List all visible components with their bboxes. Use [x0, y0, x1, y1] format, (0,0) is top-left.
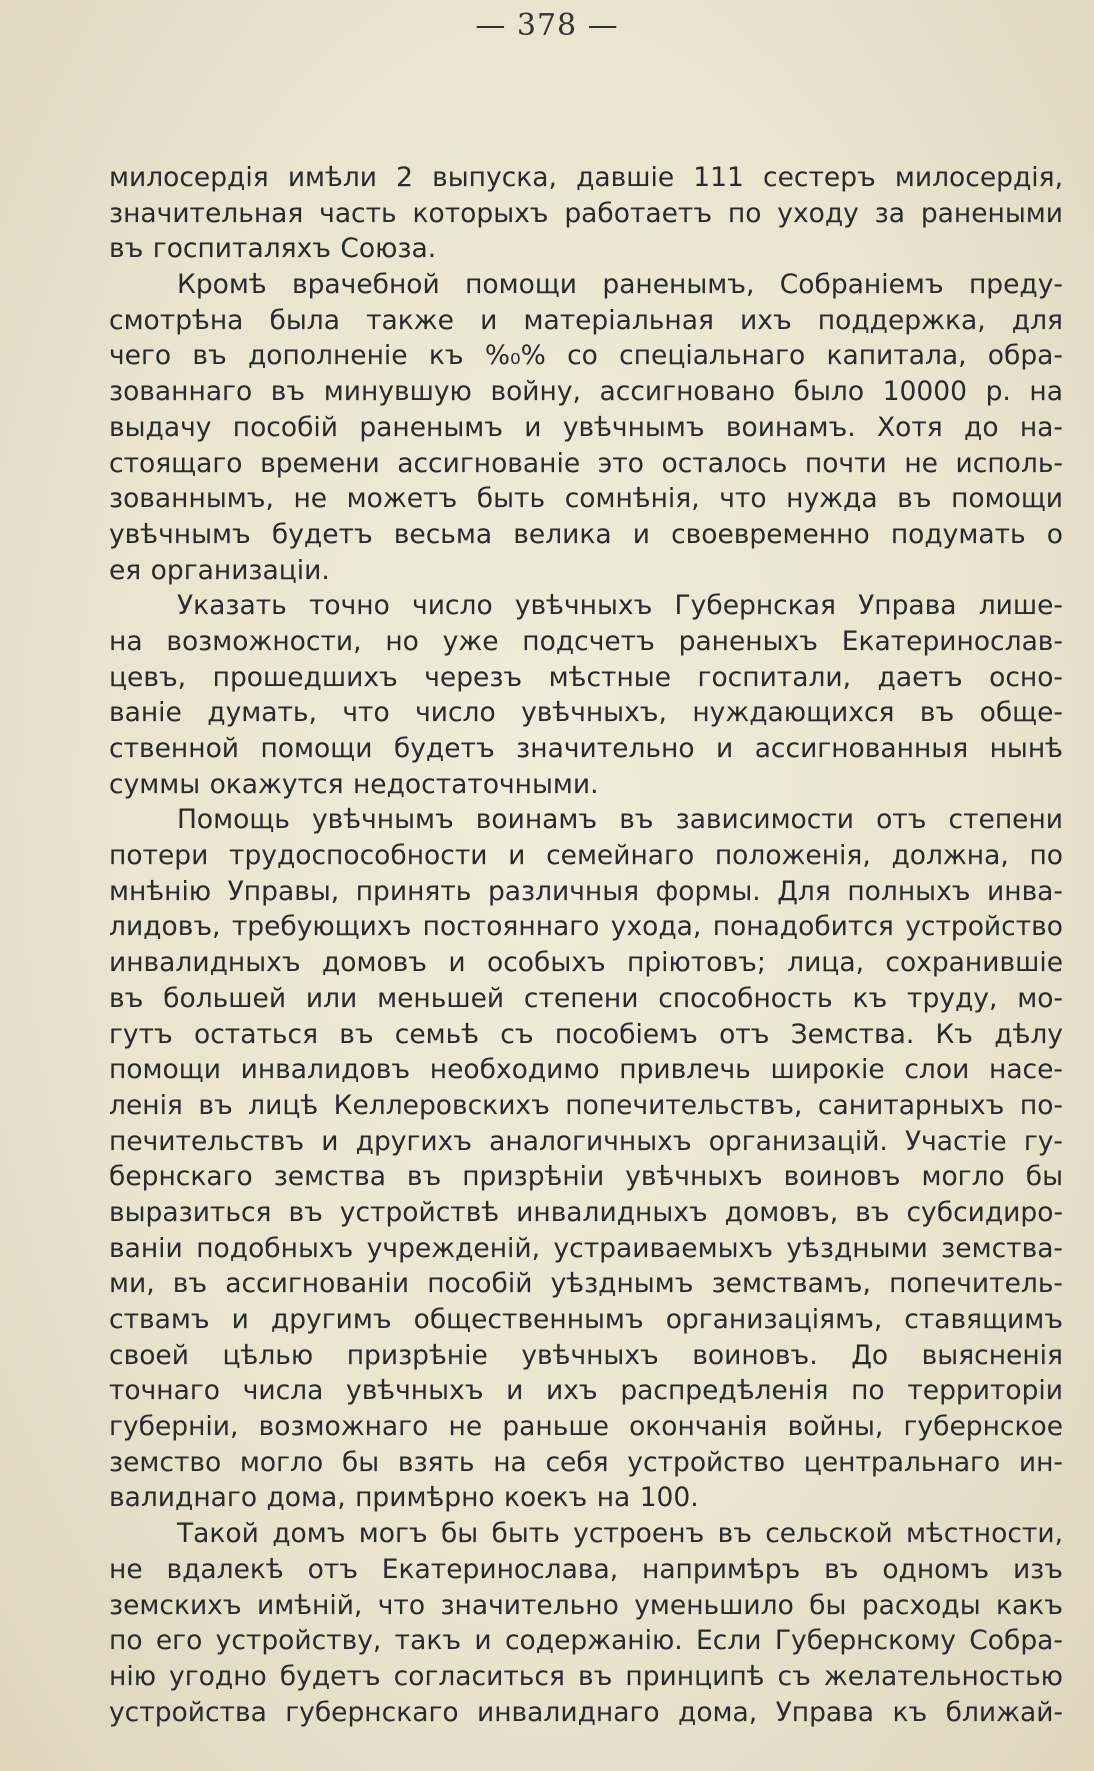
text-line: ми, въ ассигнованіи пособій уѣзднымъ земствамъ, попечитель-	[109, 1268, 1063, 1300]
text-line: выдачу пособій раненымъ и увѣчнымъ воинамъ. Хотя до на-	[109, 411, 1063, 443]
text-line: потери трудоспособности и семейнаго положенія, должна, по	[109, 840, 1063, 872]
text-line: не вдалекѣ отъ Екатеринослава, напримѣръ въ одномъ изъ	[109, 1553, 1063, 1585]
text-line: помощи инвалидовъ необходимо привлечь широкіе слои насе-	[109, 1054, 1063, 1086]
text-line: ленія въ лицѣ Келлеровскихъ попечительствъ, санитарныхъ по-	[109, 1089, 1063, 1121]
text-line: суммы окажутся недостаточными.	[109, 768, 599, 800]
text-line: нію угодно будетъ согласиться въ принципѣ съ желательностью	[109, 1660, 1063, 1692]
text-line: выразиться въ устройствѣ инвалидныхъ домовъ, въ субсидиро-	[109, 1196, 1063, 1228]
text-line: стоящаго времени ассигнованіе это осталось почти не исполь-	[109, 447, 1063, 479]
text-line: печительствъ и другихъ аналогичныхъ организацій. Участіе гу-	[109, 1125, 1063, 1157]
text-line: Такой домъ могъ бы быть устроенъ въ сельской мѣстности,	[177, 1518, 1063, 1550]
text-line: чего въ дополненіе къ %₀% со спеціальнаго капитала, обра-	[109, 340, 1063, 372]
text-line: цевъ, прошедшихъ черезъ мѣстные госпитали, даетъ осно-	[109, 661, 1063, 693]
text-line: зованнаго въ минувшую войну, ассигновано было 10000 р. на	[109, 376, 1063, 408]
text-line: увѣчнымъ будетъ весьма велика и своевременно подумать о	[109, 518, 1063, 550]
text-line: ственной помощи будетъ значительно и ассигнованныя нынѣ	[109, 733, 1063, 764]
text-line: ваніи подобныхъ учрежденій, устраиваемыхъ уѣздными земства-	[109, 1232, 1063, 1264]
text-line: земство могло бы взять на себя устройство центральнаго ин-	[109, 1446, 1063, 1478]
text-line: мнѣнію Управы, принять различныя формы. Для полныхъ инва-	[109, 875, 1063, 907]
text-line: на возможности, но уже подсчетъ раненыхъ Екатеринослав-	[109, 625, 1063, 657]
text-line: Указать точно число увѣчныхъ Губернская Управа лише-	[177, 590, 1063, 622]
text-line: инвалидныхъ домовъ и особыхъ пріютовъ; лица, сохранившіе	[109, 947, 1063, 979]
text-line: Помощь увѣчнымъ воинамъ въ зависимости отъ степени	[177, 804, 1063, 836]
text-line: своей цѣлью призрѣніе увѣчныхъ воиновъ. До выясненія	[109, 1339, 1063, 1371]
text-line: значительная часть которыхъ работаетъ по уходу за ранеными	[109, 197, 1063, 229]
text-line: земскихъ имѣній, что значительно уменьшило бы расходы какъ	[109, 1589, 1063, 1621]
text-line: устройства губернскаго инвалиднаго дома, Управа къ ближай-	[109, 1696, 1063, 1728]
text-line: точнаго числа увѣчныхъ и ихъ распредѣленія по территоріи	[109, 1375, 1063, 1407]
text-line: зованнымъ, не можетъ быть сомнѣнія, что нужда въ помощи	[109, 483, 1063, 515]
text-line: ваніе думать, что число увѣчныхъ, нуждающихся въ обще-	[109, 697, 1063, 729]
text-line: бернскаго земства въ призрѣніи увѣчныхъ воиновъ могло бы	[109, 1161, 1063, 1193]
page-number: — 378 —	[475, 8, 619, 43]
text-line: по его устройству, такъ и содержанію. Если Губернскому Собра-	[109, 1625, 1063, 1657]
text-line: ствамъ и другимъ общественнымъ организаціямъ, ставящимъ	[109, 1304, 1063, 1335]
text-line: въ госпиталяхъ Союза.	[109, 233, 437, 265]
text-line: милосердія имѣли 2 выпуска, давшіе 111 сестеръ милосердія,	[109, 162, 1063, 193]
text-line: смотрѣна была также и матеріальная ихъ поддержка, для	[109, 304, 1063, 336]
text-line: Кромѣ врачебной помощи раненымъ, Собраніемъ преду-	[177, 269, 1063, 301]
text-line: ея организаціи.	[109, 554, 330, 586]
text-line: валиднаго дома, примѣрно коекъ на 100.	[109, 1482, 699, 1514]
text-line: лидовъ, требующихъ постояннаго ухода, понадобится устройство	[109, 911, 1063, 943]
text-line: въ большей или меньшей степени способность къ труду, мо-	[109, 982, 1063, 1014]
body-text	[109, 160, 1063, 1730]
text-line: губерніи, возможнаго не раньше окончанія войны, губернское	[109, 1411, 1063, 1443]
text-line: гутъ остаться въ семьѣ съ пособіемъ отъ Земства. Къ дѣлу	[109, 1018, 1063, 1050]
